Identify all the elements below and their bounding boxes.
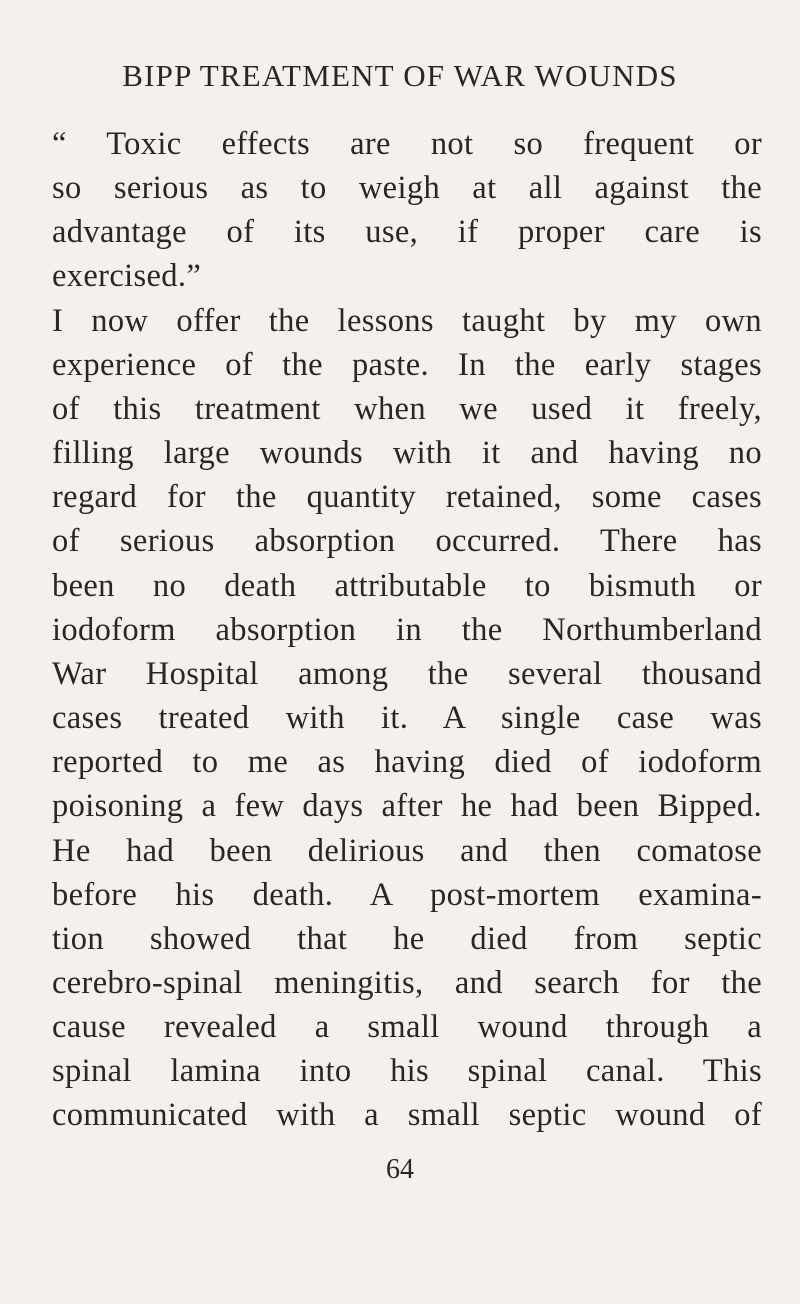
text-line: so serious as to weigh at all against the (52, 170, 762, 207)
text-line: “ Toxic effects are not so frequent or (52, 126, 762, 162)
text-line: reported to me as having died of iodoform (52, 744, 762, 781)
text-line: poisoning a few days after he had been Bipped. (52, 788, 762, 825)
text-line: advantage of its use, if proper care is (52, 214, 762, 251)
text-line: before his death. A post-mortem examina- (52, 876, 762, 913)
text-line: regard for the quantity retained, some cases (52, 479, 762, 516)
text-line: of this treatment when we used it freely, (52, 390, 762, 427)
text-line: communicated with a small septic wound of (52, 1097, 762, 1134)
text-line: of serious absorption occurred. There has (52, 523, 762, 560)
text-line: exercised.” (52, 258, 202, 295)
text-line: tion showed that he died from septic (52, 920, 762, 957)
text-line: iodoform absorption in the Northumberland (52, 611, 762, 648)
running-head: BIPP TREATMENT OF WAR WOUNDS (122, 58, 678, 93)
text-line: He had been delirious and then comatose (52, 832, 762, 869)
page-number: 64 (386, 1154, 414, 1185)
text-line: War Hospital among the several thousand (52, 655, 762, 692)
text-line: filling large wounds with it and having no (52, 435, 762, 472)
text-line: I now offer the lessons taught by my own (52, 302, 762, 339)
text-line: spinal lamina into his spinal canal. This (52, 1053, 762, 1090)
text-line: cases treated with it. A single case was (52, 700, 762, 737)
text-line: experience of the paste. In the early stages (52, 346, 762, 383)
text-line: been no death attributable to bismuth or (52, 567, 762, 604)
text-line: cause revealed a small wound through a (52, 1009, 762, 1046)
body-text (52, 122, 762, 1138)
text-line: cerebro-spinal meningitis, and search for the (52, 964, 762, 1001)
